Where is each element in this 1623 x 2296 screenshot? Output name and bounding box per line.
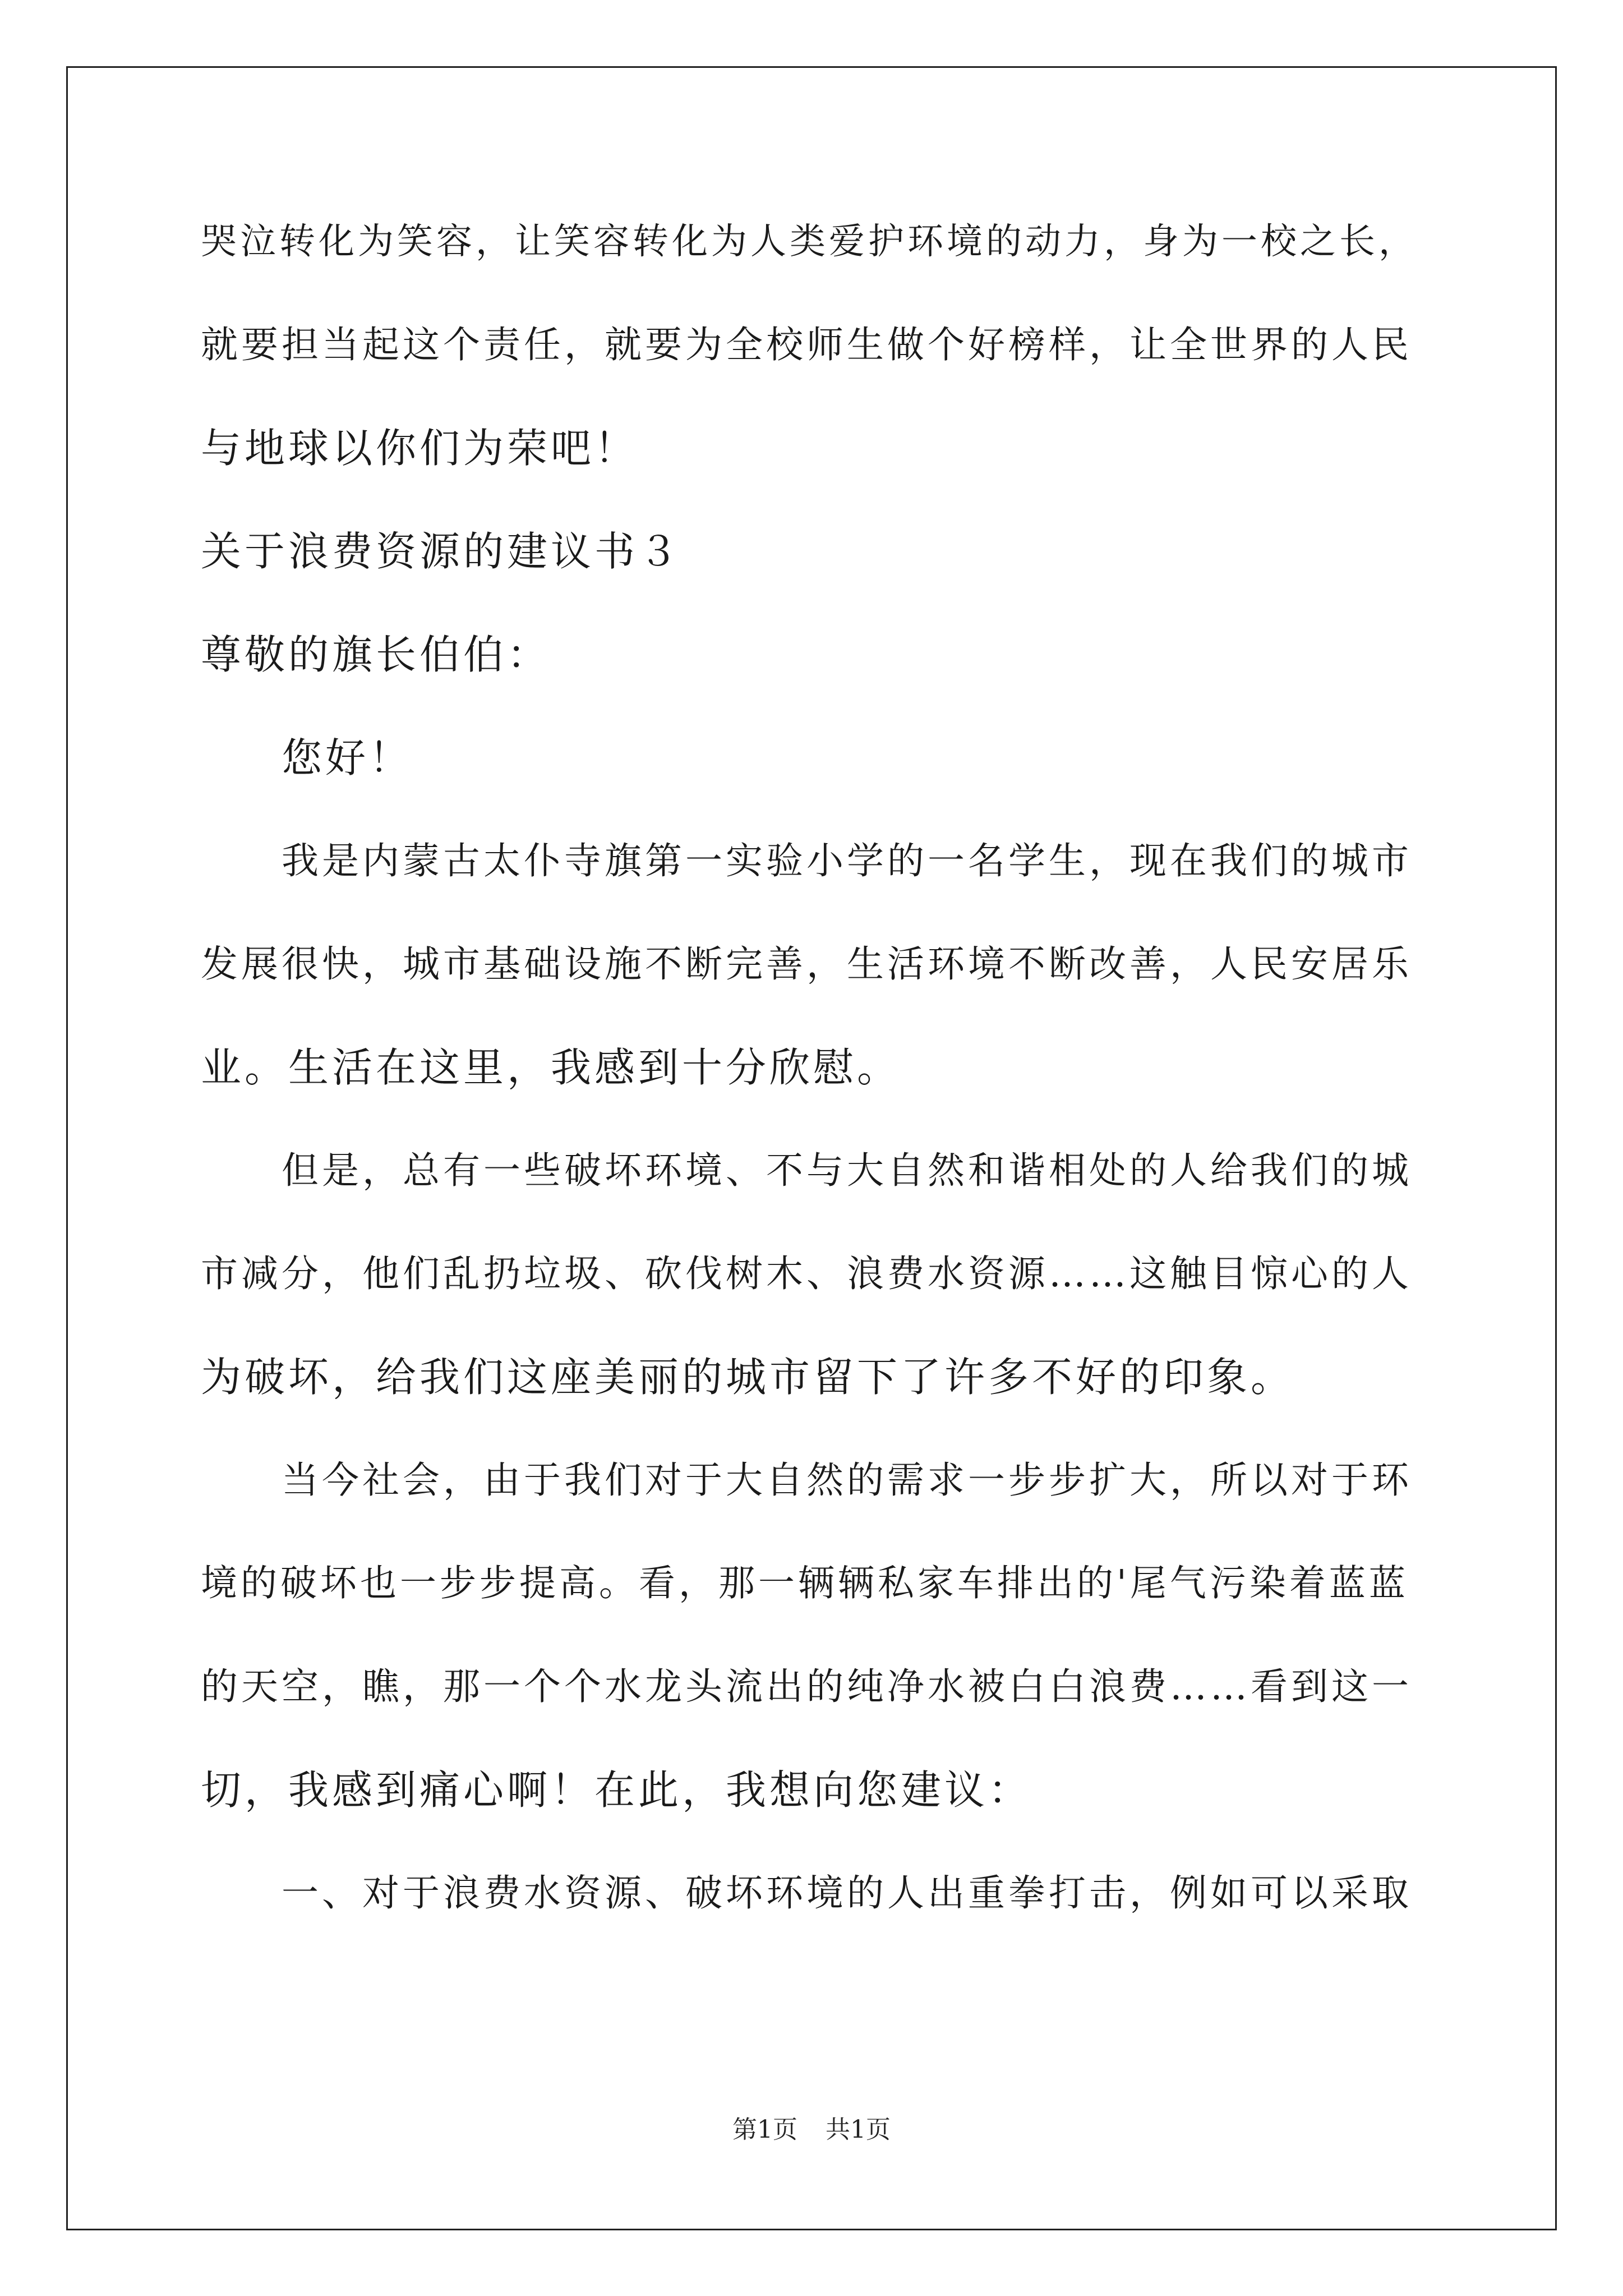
text-line: 为破坏，给我们这座美丽的城市留下了许多不好的印象。 <box>201 1354 1295 1401</box>
section-heading: 关于浪费资源的建议书３ <box>201 528 683 575</box>
text-line: 与地球以你们为荣吧！ <box>201 425 639 472</box>
salutation: 尊敬的旗长伯伯： <box>201 631 551 678</box>
text-line: 市减分，他们乱扔垃圾、砍伐树木、浪费水资源……这触目惊心的人 <box>201 1252 1412 1295</box>
text-line: 境的破坏也一步步提高。看，那一辆辆私家车排出的'尾气污染着蓝蓝 <box>201 1562 1409 1604</box>
text-line: 当今社会，由于我们对于大自然的需求一步步扩大，所以对于环 <box>282 1458 1412 1502</box>
text-line: 切，我感到痛心啊！在此，我想向您建议： <box>201 1766 1032 1814</box>
text-line: 就要担当起这个责任，就要为全校师生做个好榜样，让全世界的人民 <box>201 323 1412 366</box>
text-line: 一、对于浪费水资源、破坏环境的人出重拳打击，例如可以采取 <box>282 1871 1412 1915</box>
page-number-current: 第1页 <box>732 2115 797 2144</box>
text-line: 业。生活在这里，我感到十分欣慰。 <box>201 1044 901 1091</box>
page-number-total: 共1页 <box>826 2115 891 2144</box>
greeting: 您好！ <box>282 734 413 781</box>
page-footer <box>0 2115 1623 2144</box>
text-line: 发展很快，城市基础设施不断完善，生活环境不断改善，人民安居乐 <box>201 942 1412 986</box>
text-line: 的天空，瞧，那一个个水龙头流出的纯净水被白白浪费……看到这一 <box>201 1665 1412 1708</box>
text-line: 哭泣转化为笑容，让笑容转化为人类爱护环境的动力，身为一校之长， <box>201 221 1418 263</box>
document-body <box>201 222 1423 1976</box>
text-line: 我是内蒙古太仆寺旗第一实验小学的一名学生，现在我们的城市 <box>282 839 1412 882</box>
text-line: 但是，总有一些破坏环境、不与大自然和谐相处的人给我们的城 <box>282 1149 1412 1192</box>
